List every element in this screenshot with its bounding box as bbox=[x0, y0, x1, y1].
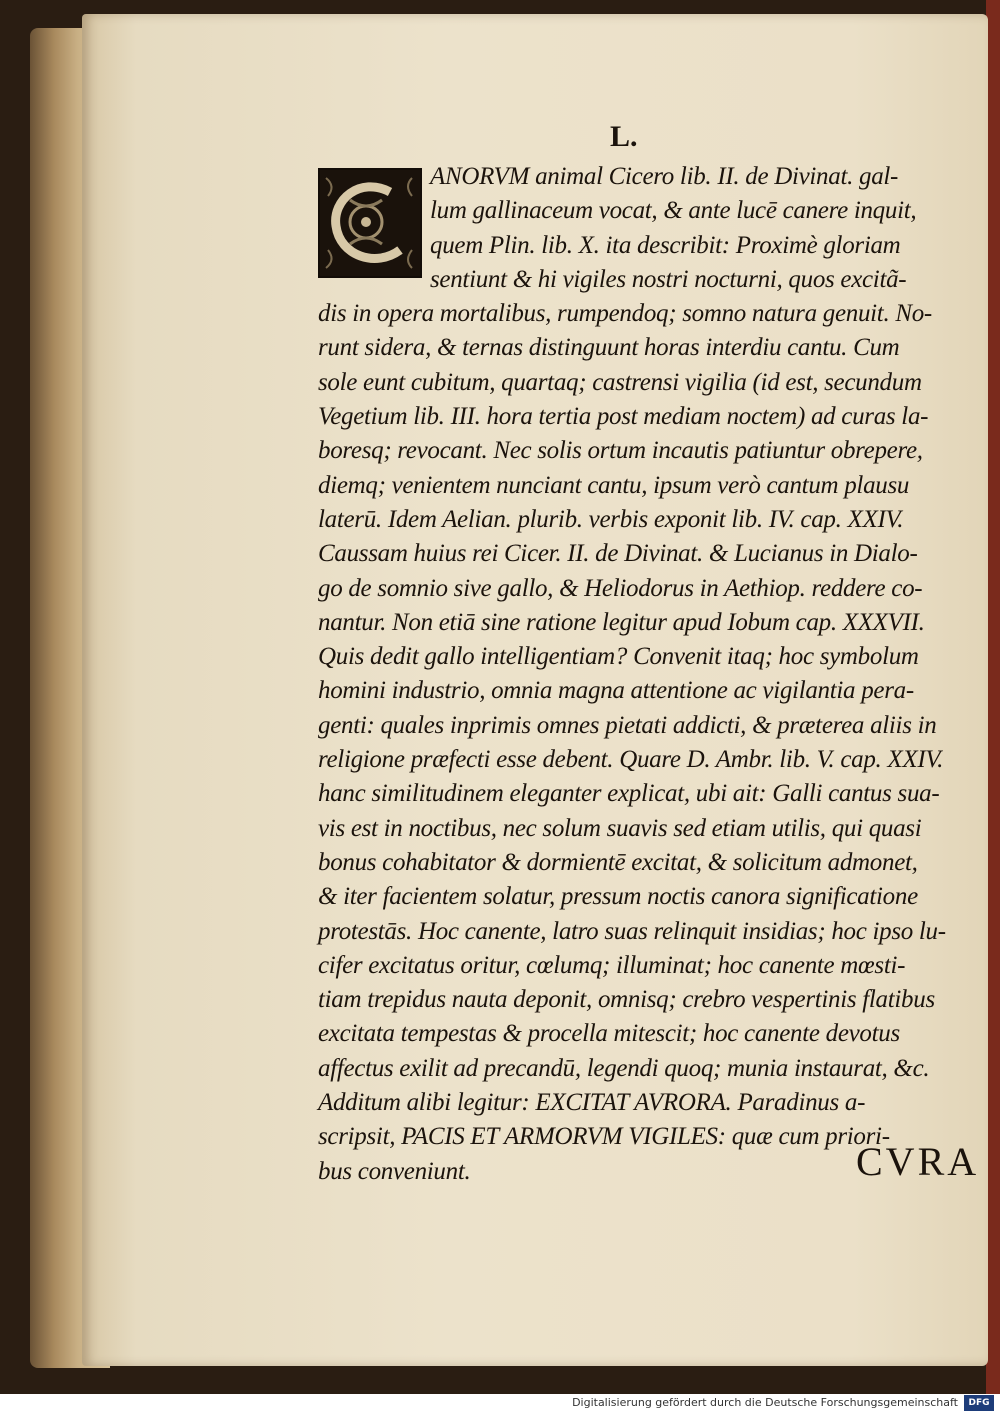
text-line: cifer excitatus oritur, cœlumq; illuminat; hoc canente mœsti- bbox=[318, 951, 906, 979]
page-edge-strip bbox=[986, 0, 1000, 1394]
text-line: sole eunt cubitum, quartaq; castrensi vigilia (id est, secundum bbox=[318, 368, 922, 396]
text-line: Caussam huius rei Cicer. II. de Divinat. & Lucianus in Dialo- bbox=[318, 540, 918, 568]
text-line: religione præfecti esse debent. Quare D. Ambr. lib. V. cap. XXIV. bbox=[318, 746, 944, 774]
text-line: dis in opera mortalibus, rumpendoq; somno natura genuit. No- bbox=[318, 300, 932, 328]
text-line: ANORVM animal Cicero lib. II. de Divinat. gal- bbox=[430, 163, 899, 190]
text-line: diemq; venientem nunciant cantu, ipsum verò cantum plausu bbox=[318, 471, 910, 499]
text-line: bonus cohabitator & dormientē excitat, & solicitum admonet, bbox=[318, 848, 918, 876]
text-line: runt sidera, & ternas distinguunt horas interdiu cantu. Cum bbox=[318, 334, 900, 362]
text-line: Quis dedit gallo intelligentiam? Convenit itaq; hoc symbolum bbox=[318, 643, 919, 671]
digitization-footer bbox=[0, 1394, 1000, 1414]
text-line: hanc similitudinem eleganter explicat, ubi ait: Galli cantus sua- bbox=[318, 780, 940, 808]
page-heading: L. bbox=[610, 120, 638, 153]
text-line: boresq; revocant. Nec solis ortum incautis patiuntur obrepere, bbox=[318, 437, 923, 465]
catchword: CVRA bbox=[856, 1139, 980, 1184]
text-line: genti: quales inprimis omnes pietati addicti, & præterea aliis in bbox=[318, 711, 937, 739]
text-line: nantur. Non etiā sine ratione legitur apud Iobum cap. XXXVII. bbox=[318, 608, 925, 636]
dfg-logo: DFG bbox=[964, 1395, 994, 1411]
footer-credit: Digitalisierung gefördert durch die Deutsche Forschungsgemeinschaft bbox=[572, 1396, 958, 1409]
text-line: scripsit, PACIS ET ARMORVM VIGILES: quæ cum priori- bbox=[318, 1123, 890, 1151]
text-line: & iter facientem solatur, pressum noctis canora significatione bbox=[318, 883, 918, 911]
text-line: affectus exilit ad precandū, legendi quoq; munia instaurat, &c. bbox=[318, 1054, 930, 1082]
text-line: go de somnio sive gallo, & Heliodorus in Aethiop. reddere co- bbox=[318, 574, 923, 602]
text-line: Vegetium lib. III. hora tertia post mediam noctem) ad curas la- bbox=[318, 403, 929, 431]
text-line: homini industrio, omnia magna attentione ac vigilantia pera- bbox=[318, 677, 914, 705]
body-text bbox=[318, 160, 968, 1189]
text-line: tiam trepidus nauta deponit, omnisq; crebro vespertinis flatibus bbox=[318, 986, 935, 1014]
text-line: excitata tempestas & procella mitescit; hoc canente devotus bbox=[318, 1020, 900, 1048]
text-line: Additum alibi legitur: EXCITAT AVRORA. Paradinus a- bbox=[318, 1089, 866, 1117]
text-line: quem Plin. lib. X. ita describit: Proximè gloriam bbox=[430, 231, 901, 259]
text-line: lum gallinaceum vocat, & ante lucē canere inquit, bbox=[430, 197, 917, 225]
text-line: bus conveniunt. bbox=[318, 1157, 471, 1185]
text-line: vis est in noctibus, nec solum suavis sed etiam utilis, qui quasi bbox=[318, 814, 922, 842]
text-line: protestās. Hoc canente, latro suas relinquit insidias; hoc ipso lu- bbox=[318, 917, 946, 945]
text-line: laterū. Idem Aelian. plurib. verbis exponit lib. IV. cap. XXIV. bbox=[318, 505, 904, 533]
text-line: sentiunt & hi vigiles nostri nocturni, quos excitã- bbox=[430, 265, 907, 293]
